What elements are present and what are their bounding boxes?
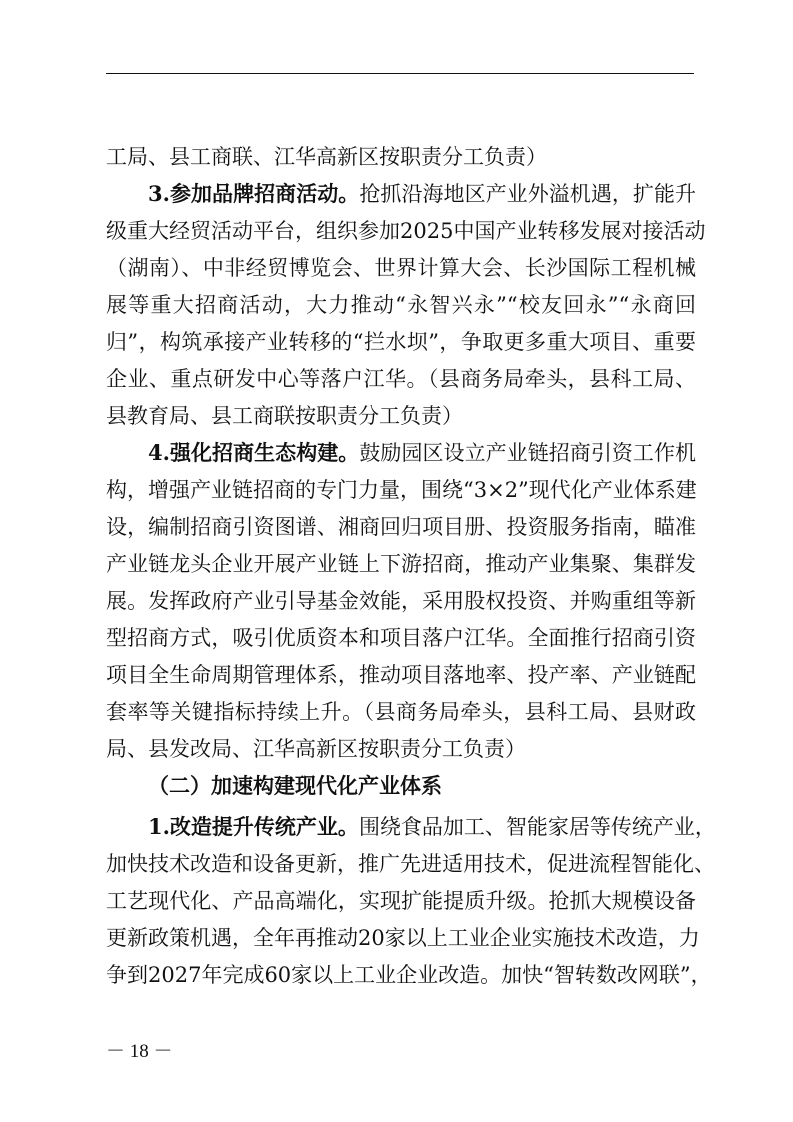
header-rule (106, 73, 694, 74)
text-line: 展等重大招商活动，大力推动“永智兴永”“校友回永”“永商回 (106, 293, 696, 317)
text-line: 企业、重点研发中心等落户江华。（县商务局牵头，县科工局、 (106, 367, 696, 391)
section-heading: （二）加速构建现代化产业体系 (148, 773, 442, 798)
text-line: 级重大经贸活动平台，组织参加2025中国产业转移发展对接活动 (106, 219, 706, 243)
text-line: 4.强化招商生态构建。鼓励园区设立产业链招商引资工作机 (148, 440, 696, 465)
item-heading: 1.改造提升传统产业。 (148, 814, 359, 839)
text-line: 归”，构筑承接产业转移的“拦水坝”，争取更多重大项目、重要 (106, 330, 696, 354)
text-line: 产业链龙头企业开展产业链上下游招商，推动产业集聚、集群发 (106, 552, 696, 576)
text-line: 项目全生命周期管理体系，推动项目落地率、投产率、产业链配 (106, 663, 696, 687)
page-number: － 18 － (106, 1041, 173, 1062)
text-line: 更新政策机遇，全年再推动20家以上工业企业实施技术改造，力 (106, 926, 700, 950)
item-heading: 3.参加品牌招商活动。 (148, 181, 360, 206)
text-line: 展。发挥政府产业引导基金效能，采用股权投资、并购重组等新 (106, 589, 696, 613)
text-line: 设，编制招商引资图谱、湘商回归项目册、投资服务指南，瞄准 (106, 515, 696, 539)
text-line: 工艺现代化、产品高端化，实现扩能提质升级。抢抓大规模设备 (106, 889, 696, 913)
text-line: 争到2027年完成60家以上工业企业改造。加快“智转数改网联”， (106, 963, 712, 987)
text-line: 1.改造提升传统产业。围绕食品加工、智能家居等传统产业， (148, 814, 716, 839)
text-line: 工局、县工商联、江华高新区按职责分工负责） (106, 145, 547, 169)
text-line: 局、县发改局、江华高新区按职责分工负责） (106, 737, 526, 761)
text-line: 构，增强产业链招商的专门力量，围绕“3×2”现代化产业体系建 (106, 478, 697, 502)
item-heading: 4.强化招商生态构建。 (148, 440, 360, 465)
text-line: 型招商方式，吸引优质资本和项目落户江华。全面推行招商引资 (106, 626, 696, 650)
text-line: 县教育局、县工商联按职责分工负责） (106, 404, 463, 428)
text-line: 3.参加品牌招商活动。抢抓沿海地区产业外溢机遇，扩能升 (148, 181, 696, 206)
text-line: 套率等关键指标持续上升。（县商务局牵头，县科工局、县财政 (106, 700, 696, 724)
text-line: 加快技术改造和设备更新，推广先进适用技术，促进流程智能化、 (106, 852, 715, 876)
text-line: （湖南）、中非经贸博览会、世界计算大会、长沙国际工程机械 (106, 256, 696, 280)
